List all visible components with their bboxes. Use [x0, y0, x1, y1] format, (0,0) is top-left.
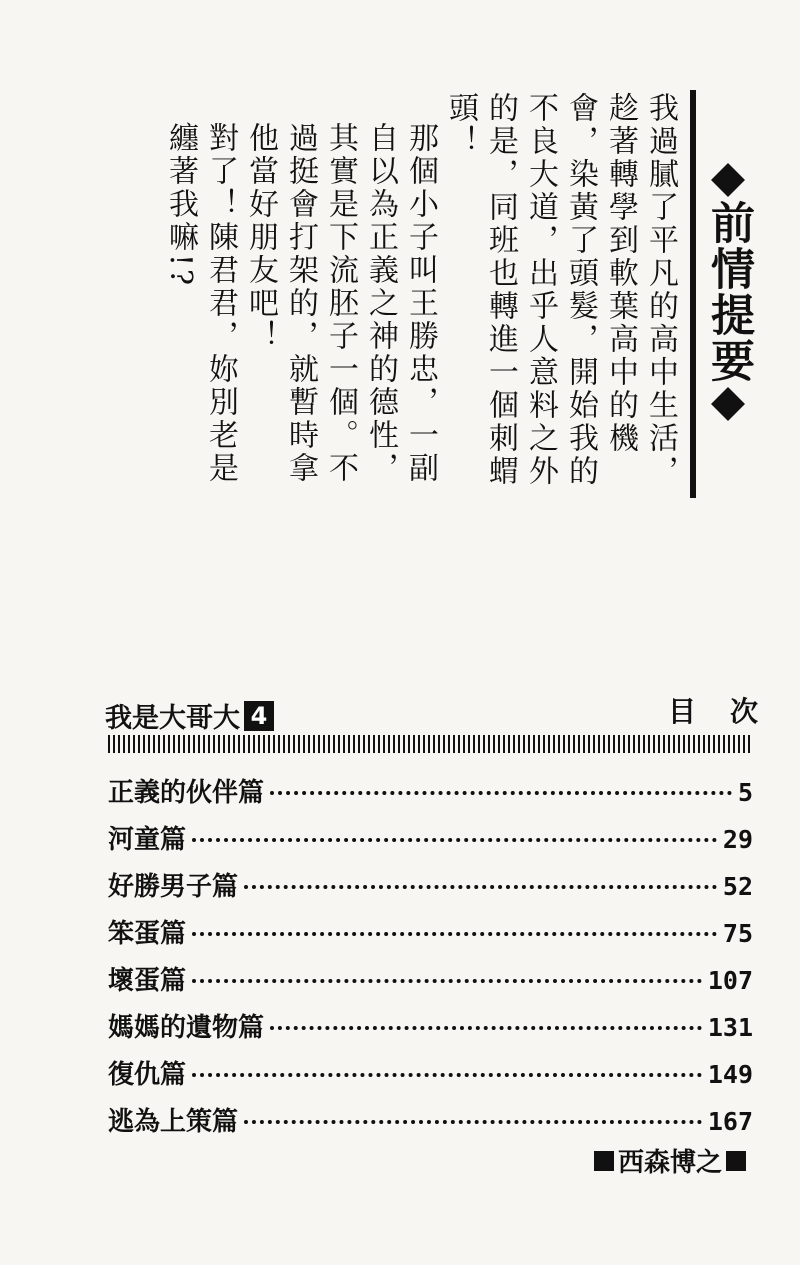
- synopsis-paragraph: 我過膩了平凡的高中生活，趁著轉學到軟葉高中的機會，染黃了頭髮，開始我的不良大道，出乎人意料之外的是，同班也轉進一個刺蝟頭！: [443, 92, 678, 488]
- toc-entry[interactable]: [108, 1101, 753, 1148]
- heading-rule: [690, 90, 696, 498]
- synopsis-body: [163, 92, 680, 512]
- chapter-title: 笨蛋篇: [108, 919, 187, 949]
- synopsis-heading-text: 前情提要: [703, 200, 754, 384]
- chapter-title: 媽媽的遺物篇: [108, 1013, 265, 1043]
- toc-entry[interactable]: [108, 819, 753, 866]
- page-number: 75: [722, 919, 753, 948]
- page-number: 5: [737, 778, 753, 807]
- chapter-title: 逃為上策篇: [108, 1107, 239, 1137]
- square-icon: [726, 1151, 746, 1171]
- author-name: 西森博之: [618, 1148, 723, 1178]
- chapter-title: 壞蛋篇: [108, 966, 187, 996]
- dot-leader: [192, 1073, 702, 1077]
- page-number: 167: [707, 1107, 753, 1136]
- dot-leader: [270, 1026, 702, 1030]
- toc-entry[interactable]: [108, 1054, 753, 1101]
- toc-entry[interactable]: [108, 960, 753, 1007]
- contents-label: 目次: [668, 695, 793, 728]
- diamond-icon: [711, 163, 745, 197]
- square-icon: [594, 1151, 614, 1171]
- dot-leader: [192, 838, 717, 842]
- chapter-title: 復仇篇: [108, 1060, 187, 1090]
- page-number: 107: [707, 966, 753, 995]
- chapter-title: 好勝男子篇: [108, 872, 239, 902]
- page-number: 149: [707, 1060, 753, 1089]
- dot-leader: [192, 979, 702, 983]
- toc-entry[interactable]: [108, 913, 753, 960]
- dot-leader: [244, 1120, 702, 1124]
- chapter-title: 河童篇: [108, 825, 187, 855]
- toc-entry[interactable]: [108, 1007, 753, 1054]
- diamond-icon: [711, 387, 745, 421]
- chapter-title: 正義的伙伴篇: [108, 778, 265, 808]
- page-number: 29: [722, 825, 753, 854]
- decorative-rule: [108, 735, 750, 753]
- toc-entry[interactable]: [108, 866, 753, 913]
- table-of-contents: [108, 772, 753, 1148]
- synopsis-paragraph: 對了！陳君君，妳別老是纏著我嘛!?: [163, 122, 238, 485]
- dot-leader: [270, 791, 732, 795]
- book-title: [105, 696, 274, 735]
- page-number: 52: [722, 872, 753, 901]
- volume-badge: 4: [244, 701, 274, 731]
- book-title-text: 我是大哥大: [105, 703, 240, 734]
- synopsis-heading: [698, 160, 758, 460]
- toc-entry[interactable]: [108, 772, 753, 819]
- synopsis-paragraph: 那個小子叫王勝忠，一副自以為正義之神的德性，其實是下流胚子一個。不過挺會打架的，就暫時拿他當好朋友吧！: [243, 122, 438, 485]
- dot-leader: [192, 932, 717, 936]
- dot-leader: [244, 885, 717, 889]
- author-credit: [590, 1142, 750, 1179]
- page-number: 131: [707, 1013, 753, 1042]
